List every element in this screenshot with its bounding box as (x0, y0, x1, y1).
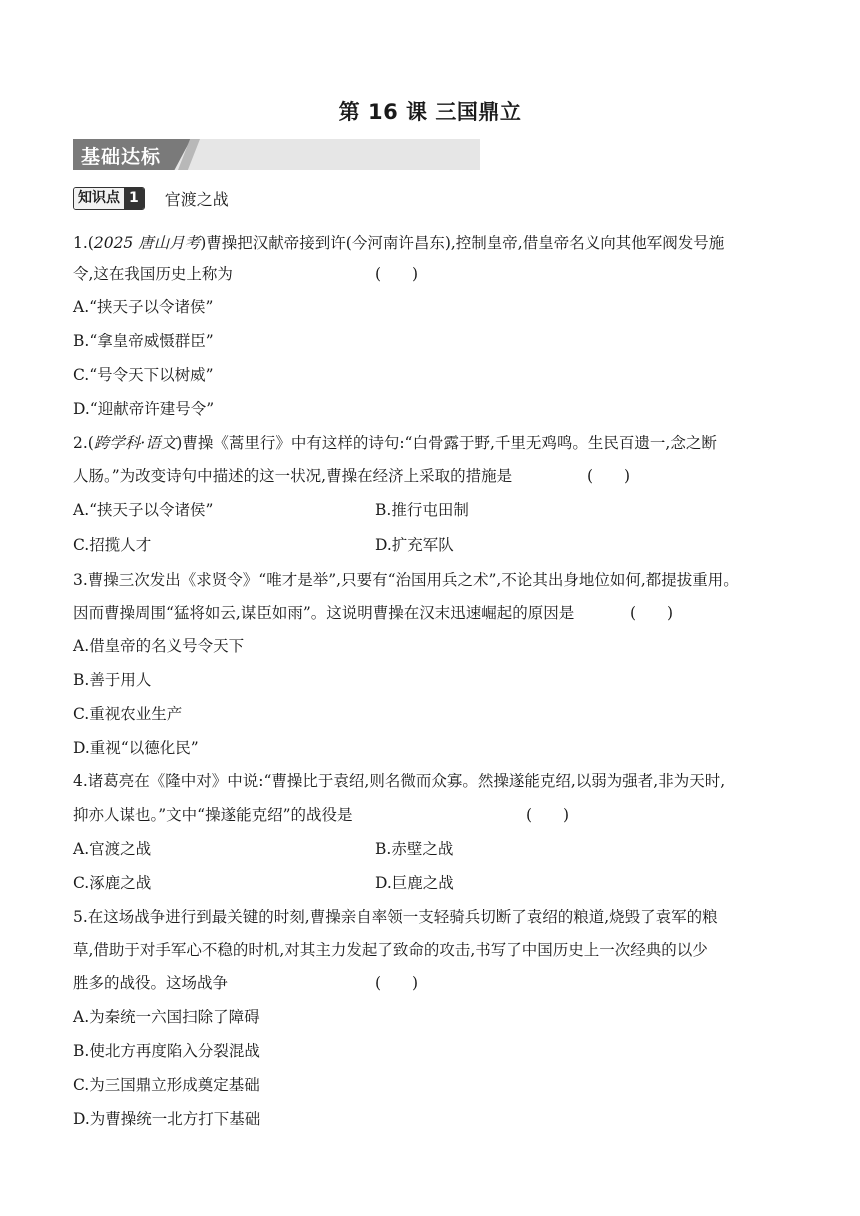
question-3-option-b: B.善于用人 (73, 671, 152, 689)
question-3-line-1: 3.曹操三次发出《求贤令》“唯才是举”,只要有“治国用兵之术”,不论其出身地位如何,都提拔重用。 (73, 571, 739, 589)
question-3-answer-blank: ( ) (630, 604, 674, 622)
question-1-source: 2025 唐山月考 (93, 234, 201, 252)
question-1-line-2: 令,这在我国历史上称为 (73, 265, 233, 283)
question-5-line-2: 草,借助于对手军心不稳的时机,对其主力发起了致命的攻击,书写了中国历史上一次经典的以少 (73, 941, 708, 959)
knowledge-point-header (73, 187, 229, 209)
question-4-line-2: 抑亦人谋也。”文中“操遂能克绍”的战役是 (73, 806, 353, 824)
question-3-line-2: 因而曹操周围“猛将如云,谋臣如雨”。这说明曹操在汉末迅速崛起的原因是 (73, 604, 575, 622)
question-4-option-c: C.涿鹿之战 (73, 874, 152, 892)
question-1-option-b: B.“拿皇帝威慑群臣” (73, 332, 214, 350)
page-title: 第 16 课 三国鼎立 (338, 100, 522, 124)
question-5-line-1: 5.在这场战争进行到最关键的时刻,曹操亲自率领一支轻骑兵切断了袁绍的粮道,烧毁了袁军的粮 (73, 908, 718, 926)
question-4-answer-blank: ( ) (526, 806, 570, 824)
question-2-answer-blank: ( ) (587, 467, 631, 485)
question-3-option-c: C.重视农业生产 (73, 705, 183, 723)
question-5-line-3: 胜多的战役。这场战争 (73, 974, 229, 992)
question-5-option-c: C.为三国鼎立形成奠定基础 (73, 1076, 260, 1094)
question-1-answer-blank: ( ) (375, 265, 419, 283)
question-2-option-d: D.扩充军队 (375, 536, 454, 554)
question-3-option-a: A.借皇帝的名义号令天下 (73, 637, 245, 655)
question-2-line-2: 人肠。”为改变诗句中描述的这一状况,曹操在经济上采取的措施是 (73, 467, 513, 485)
banner-label: 基础达标 (81, 146, 162, 168)
section-banner (73, 139, 480, 170)
question-2-option-a: A.“挟天子以令诸侯” (73, 501, 214, 519)
question-4-option-a: A.官渡之战 (73, 840, 152, 858)
question-2-option-c: C.招揽人才 (73, 536, 152, 554)
question-5-option-b: B.使北方再度陷入分裂混战 (73, 1042, 260, 1060)
question-2-option-b: B.推行屯田制 (375, 501, 469, 519)
question-2-line-1: 2.(跨学科·语文)曹操《蒿里行》中有这样的诗句:“白骨露于野,千里无鸡鸣。生民百遗一,念之断 (73, 434, 717, 452)
question-2-source: 跨学科·语文 (93, 434, 177, 452)
knowledge-point-label: 知识点 (74, 188, 124, 209)
question-5-answer-blank: ( ) (375, 974, 419, 992)
question-5-option-d: D.为曹操统一北方打下基础 (73, 1110, 261, 1128)
question-1-line-1: 1.(2025 唐山月考)曹操把汉献帝接到许(今河南许昌东),控制皇帝,借皇帝名义向其他军阀发号施 (73, 234, 725, 252)
question-1-option-a: A.“挟天子以令诸侯” (73, 298, 214, 316)
knowledge-point-number: 1 (124, 188, 144, 209)
question-1-option-c: C.“号令天下以树威” (73, 366, 214, 384)
question-4-line-1: 4.诸葛亮在《隆中对》中说:“曹操比于袁绍,则名微而众寡。然操遂能克绍,以弱为强者,非为天时, (73, 772, 726, 790)
knowledge-point-title: 官渡之战 (164, 189, 229, 209)
knowledge-point-badge (73, 187, 145, 210)
question-4-option-d: D.巨鹿之战 (375, 874, 454, 892)
question-1-option-d: D.“迎献帝许建号令” (73, 400, 215, 418)
question-4-option-b: B.赤壁之战 (375, 840, 454, 858)
question-3-option-d: D.重视“以德化民” (73, 739, 199, 757)
question-5-option-a: A.为秦统一六国扫除了障碍 (73, 1008, 260, 1026)
